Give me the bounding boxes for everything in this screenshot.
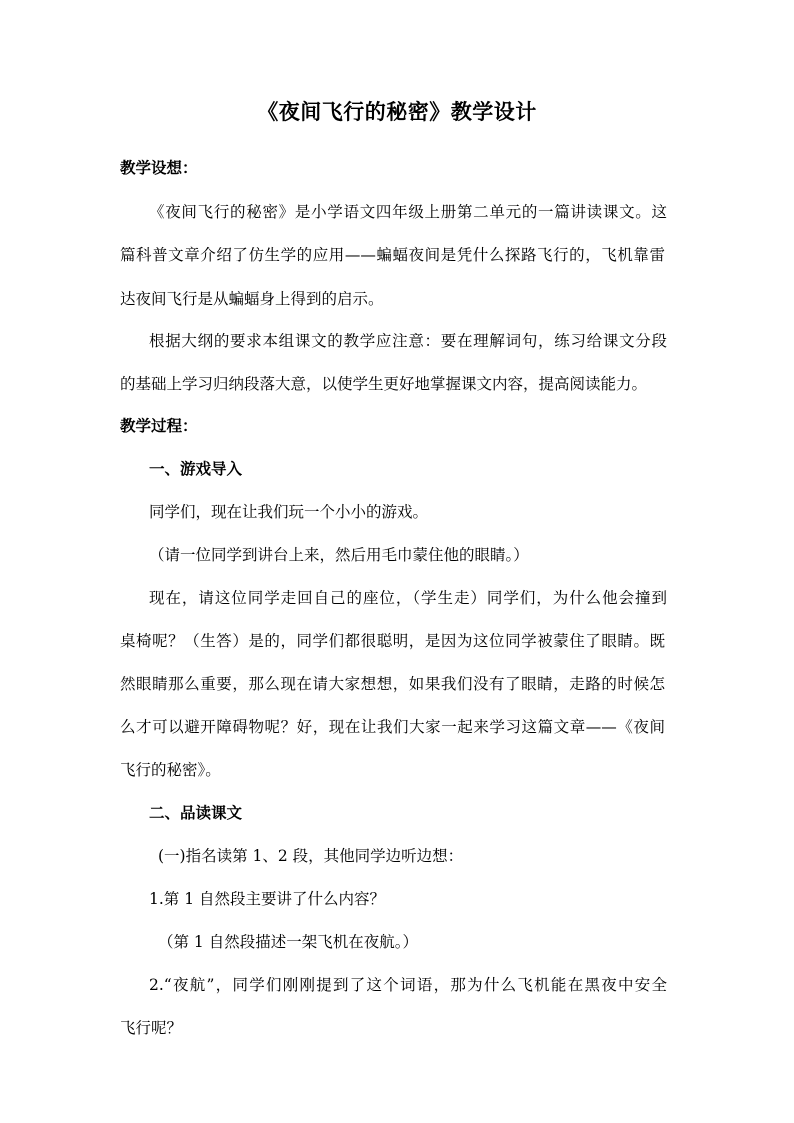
paragraph-line: 根据大纲的要求本组课文的教学应注意：要在理解词句，练习给课文分段 xyxy=(149,332,667,350)
paragraph-line: (一)指名读第 1、2 段，其他同学边听边想： xyxy=(158,847,464,865)
paragraph-line: 同学们，现在让我们玩一个小小的游戏。 xyxy=(149,503,429,521)
paragraph-line: 飞行的秘密》。 xyxy=(120,761,221,779)
paragraph-line: 的基础上学习归纳段落大意，以使学生更好地掌握课文内容，提高阅读能力。 xyxy=(120,375,648,393)
paragraph-line: 达夜间飞行是从蝙蝠身上得到的启示。 xyxy=(120,290,384,308)
paragraph-line: 篇科普文章介绍了仿生学的应用——蝙蝠夜间是凭什么探路飞行的，飞机靠雷 xyxy=(120,246,665,264)
paragraph-line: 飞行呢？ xyxy=(120,1019,183,1037)
paragraph-line: 1.第 1 自然段主要讲了什么内容？ xyxy=(149,890,386,908)
part-heading-game-intro: 一、游戏导入 xyxy=(149,459,243,478)
document-title: 《夜间飞行的秘密》教学设计 xyxy=(257,99,537,124)
part-heading-read-text: 二、品读课文 xyxy=(149,803,243,822)
paragraph-line: （第 1 自然段描述一架飞机在夜航。） xyxy=(158,933,418,951)
section-heading-teaching-process: 教学过程： xyxy=(120,416,198,435)
paragraph-line: 桌椅呢？（生答）是的，同学们都很聪明，是因为这位同学被蒙住了眼睛。既 xyxy=(120,632,665,650)
paragraph-line: 么才可以避开障碍物呢？好，现在让我们大家一起来学习这篇文章——《夜间 xyxy=(120,718,665,736)
paragraph-line: 2.“夜航”，同学们刚刚提到了这个词语，那为什么飞机能在黑夜中安全 xyxy=(149,976,667,994)
paragraph-line: 现在，请这位同学走回自己的座位，（学生走）同学们，为什么他会撞到 xyxy=(149,589,667,607)
paragraph-line: （请一位同学到讲台上来，然后用毛巾蒙住他的眼睛。） xyxy=(149,546,529,564)
paragraph-line: 《夜间飞行的秘密》是小学语文四年级上册第二单元的一篇讲读课文。这 xyxy=(149,203,667,221)
section-heading-teaching-idea: 教学设想： xyxy=(120,158,198,177)
paragraph-line: 然眼睛那么重要，那么现在请大家想想，如果我们没有了眼睛，走路的时候怎 xyxy=(120,675,665,693)
